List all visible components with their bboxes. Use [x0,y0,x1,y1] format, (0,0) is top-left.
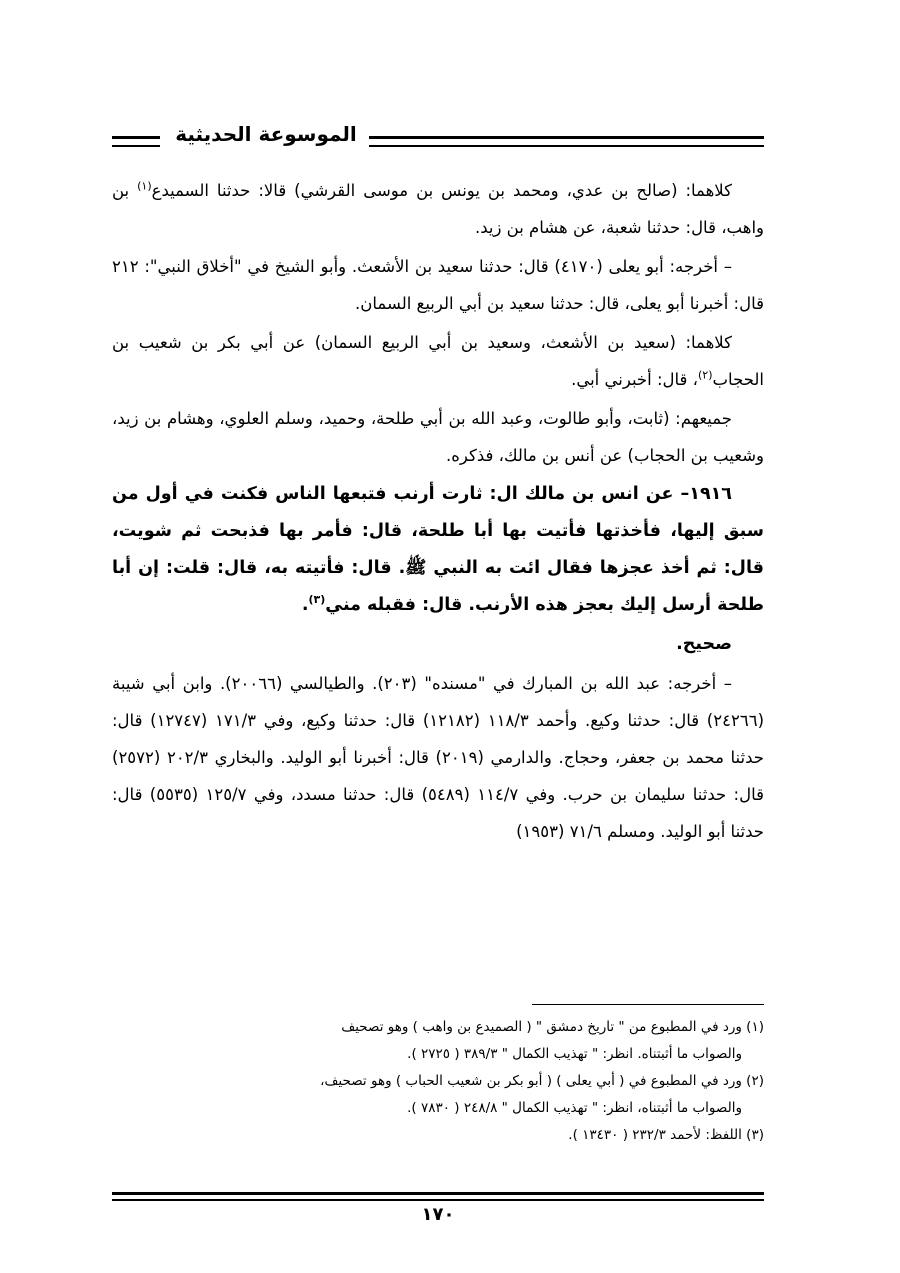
header-rule-left [112,136,160,147]
text-segment: كلاهما: (صالح بن عدي، ومحمد بن يونس بن موسى القرشي) قالا: حدثنا السميدع [151,181,732,200]
hadith-text [112,476,764,624]
footnotes [112,1014,764,1149]
paragraph: جميعهم: (ثابت، وأبو طالوت، وعبد الله بن أبي طلحة، وحميد، وسلم العلوي، وهشام بن زيد، وشعيب بن الحجاب) عن أنس بن مالك، فذكره. [112,409,764,465]
header-title: الموسوعة الحديثية [175,122,357,146]
footnote-ref: (٣) [308,593,326,607]
paragraph [112,324,764,398]
footnote-line: والصواب ما أثبتناه. انظر: " تهذيب الكمال " ٣٨٩/٣ ( ٢٧٢٥ ). [407,1046,742,1062]
footnote-ref: (١) [137,179,152,193]
paragraph [112,172,764,246]
text-segment: . [301,595,309,615]
paragraph: – أخرجه: أبو يعلى (٤١٧٠) قال: حدثنا سعيد بن الأشعث. وأبو الشيخ في "أخلاق النبي": ٢١٢ قال: أخبرنا أبو يعلى، قال: حدثنا سعيد بن أبي الربيع السمان. [112,257,764,313]
footnote-line: (١) ورد في المطبوع من " تاريخ دمشق " ( الصميدع بن واهب ) وهو تصحيف [341,1019,764,1035]
page-number: ١٧٠ [421,1204,455,1225]
main-text [112,172,764,852]
footnote-line: (٣) اللفظ: لأحمد ٢٣٢/٣ ( ١٣٤٣٠ ). [568,1127,764,1143]
header-rule-right [369,136,764,147]
paragraph: – أخرجه: عبد الله بن المبارك في "مسنده" (٢٠٣). والطيالسي (٢٠٠٦٦). وابن أبي شيبة (٢٤٢٦٦) قال: حدثنا وكيع. وأحمد ١١٨/٣ (١٢١٨٢) قال: حدثنا وكيع، وفي ١٧١/٣ (١٢٧٤٧) قال: حدثنا محمد بن جعفر، وحجاج. والدارمي (٢٠١٩) قال: أخبرنا أبو الوليد. والبخاري ٢٠٢/٣ (٢٥٧٢) قال: حدثنا سليمان بن حرب. وفي ١١٤/٧ (٥٤٨٩) قال: حدثنا مسدد، وفي ١٢٥/٧ (٥٥٣٥) قال: حدثنا أبو الوليد. ومسلم ٧١/٦ (١٩٥٣) [112,674,764,841]
text-segment: بن واهب، قال: حدثنا شعبة، عن هشام بن زيد. [112,181,764,237]
footnote-ref: (٢) [698,368,713,382]
footnote-line: والصواب ما أثبتناه، انظر: " تهذيب الكمال " ٢٤٨/٨ ( ٧٨٣٠ ). [407,1100,742,1116]
text-segment: ١٩١٦– عن انس بن مالك ال: ثارت أرنب فتبعها الناس فكنت في أول من سبق إليها، فأخذتها فأتيت بها أبا طلحة، قال: فأمر بها فذبحت ثم شويت، قال: ثم أخذ عجزها فقال ائت به النبي ﷺ. قال: فأتيته به، قال: قلت: إن أبا طلحة أرسل إليك بعجز هذه الأرنب. قال: فقبله مني [112,484,764,615]
footnote-separator [532,1004,764,1005]
text-segment: كلاهما: (سعيد بن الأشعث، وسعيد بن أبي الربيع السمان) عن أبي بكر بن شعيب بن الحجاب [112,333,764,389]
hadith-grade: صحيح. [676,634,732,654]
footer-rule [112,1192,764,1201]
text-segment: ، قال: أخبرني أبي. [571,370,698,389]
footnote-line: (٢) ورد في المطبوع في ( أبي يعلى ) ( أبو بكر بن شعيب الحباب ) وهو تصحيف، [320,1073,764,1089]
running-header [112,120,764,160]
